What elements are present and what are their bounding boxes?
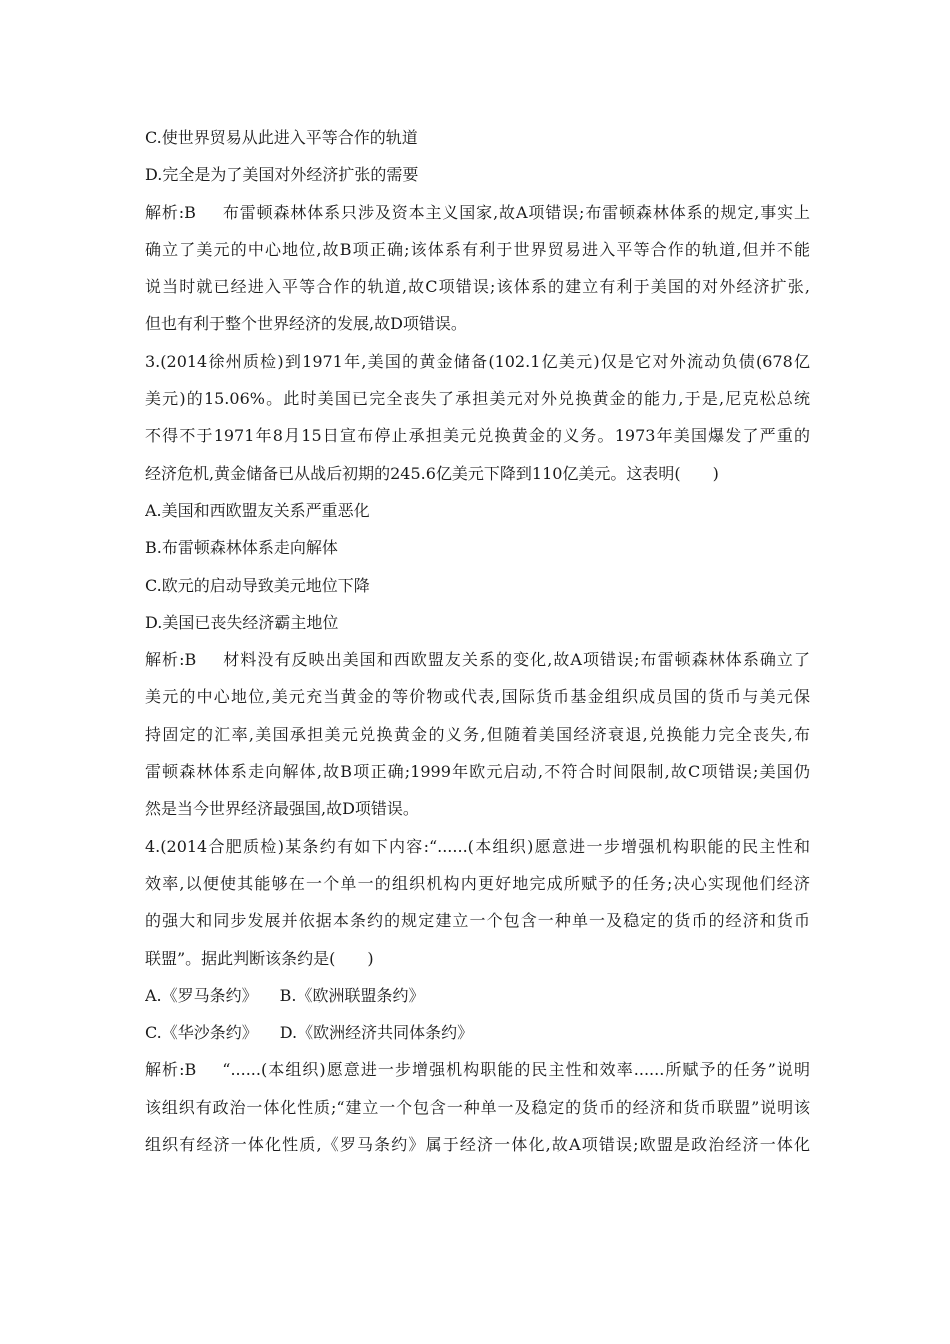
q4-stem-line-1: 4.(2014合肥质检)某条约有如下内容:“......(本组织)愿意进一步增强机构职能的民主性和 <box>145 836 810 856</box>
q4-option-b: B.《欧洲联盟条约》 <box>279 985 425 1005</box>
q4-options-ab <box>145 982 810 1019</box>
q4-analysis-prefix: 解析:B <box>145 1060 197 1080</box>
q4-analysis-text: “......(本组织)愿意进一步增强机构职能的民主性和效率......所赋予的任务”说明 <box>222 1060 810 1080</box>
q3-analysis-line-4: 雷顿森林体系走向解体,故B项正确;1999年欧元启动,不符合时间限制,故C项错误;美国仍 <box>145 762 810 782</box>
q3-analysis-text: 材料没有反映出美国和西欧盟友关系的变化,故A项错误;布雷顿森林体系确立了 <box>222 650 810 670</box>
q2-analysis-line-3: 说当时就已经进入平等合作的轨道,故C项错误;该体系的建立有利于美国的对外经济扩张, <box>145 277 810 297</box>
q4-analysis-line-1 <box>145 1056 810 1093</box>
q2-option-d: D.完全是为了美国对外经济扩张的需要 <box>145 165 419 185</box>
q3-option-a: A.美国和西欧盟友关系严重恶化 <box>145 500 370 520</box>
q4-stem-line-4: 联盟”。据此判断该条约是( ) <box>145 948 374 968</box>
q4-option-c: C.《华沙条约》 <box>145 1023 258 1043</box>
q3-option-b: B.布雷顿森林体系走向解体 <box>145 538 338 558</box>
q3-stem-line-3: 不得不于1971年8月15日宣布停止承担美元兑换黄金的义务。1973年美国爆发了严重的 <box>145 426 810 446</box>
q2-analysis-line-1 <box>145 199 810 236</box>
q3-option-d: D.美国已丧失经济霸主地位 <box>145 612 339 632</box>
q4-analysis-line-3: 组织有经济一体化性质,《罗马条约》属于经济一体化,故A项错误;欧盟是政治经济一体化 <box>145 1135 810 1155</box>
q3-analysis-prefix: 解析:B <box>145 650 197 670</box>
q3-stem-line-4: 经济危机,黄金储备已从战后初期的245.6亿美元下降到110亿美元。这表明( ) <box>145 463 719 483</box>
q4-stem-line-3: 的强大和同步发展并依据本条约的规定建立一个包含一种单一及稳定的货币的经济和货币 <box>145 911 810 931</box>
q4-option-a: A.《罗马条约》 <box>145 985 258 1005</box>
q2-analysis-line-2: 确立了美元的中心地位,故B项正确;该体系有利于世界贸易进入平等合作的轨道,但并不能 <box>145 239 810 259</box>
q3-analysis-line-1 <box>145 646 810 683</box>
q3-analysis-line-5: 然是当今世界经济最强国,故D项错误。 <box>145 799 419 819</box>
q3-stem-line-1: 3.(2014徐州质检)到1971年,美国的黄金储备(102.1亿美元)仅是它对外流动负债(678亿 <box>145 351 810 371</box>
q3-option-c: C.欧元的启动导致美元地位下降 <box>145 575 370 595</box>
q4-analysis-line-2: 该组织有政治一体化性质;“建立一个包含一种单一及稳定的货币的经济和货币联盟”说明该 <box>145 1097 810 1117</box>
q2-analysis-text: 布雷顿森林体系只涉及资本主义国家,故A项错误;布雷顿森林体系的规定,事实上 <box>221 202 810 222</box>
document-body <box>145 124 810 1168</box>
q4-stem-line-2: 效率,以便使其能够在一个单一的组织机构内更好地完成所赋予的任务;决心实现他们经济 <box>145 873 810 893</box>
q4-option-d: D.《欧洲经济共同体条约》 <box>279 1023 474 1043</box>
q2-option-c: C.使世界贸易从此进入平等合作的轨道 <box>145 128 418 147</box>
q2-analysis-line-4: 但也有利于整个世界经济的发展,故D项错误。 <box>145 314 467 334</box>
q3-stem-line-2: 美元)的15.06%。此时美国已完全丧失了承担美元对外兑换黄金的能力,于是,尼克松总统 <box>145 389 810 409</box>
q3-analysis-line-2: 美元的中心地位,美元充当黄金的等价物或代表,国际货币基金组织成员国的货币与美元保 <box>145 687 810 707</box>
q3-analysis-line-3: 持固定的汇率,美国承担美元兑换黄金的义务,但随着美国经济衰退,兑换能力完全丧失,布 <box>145 724 810 744</box>
q2-analysis-prefix: 解析:B <box>145 202 196 222</box>
q4-options-cd <box>145 1019 810 1056</box>
